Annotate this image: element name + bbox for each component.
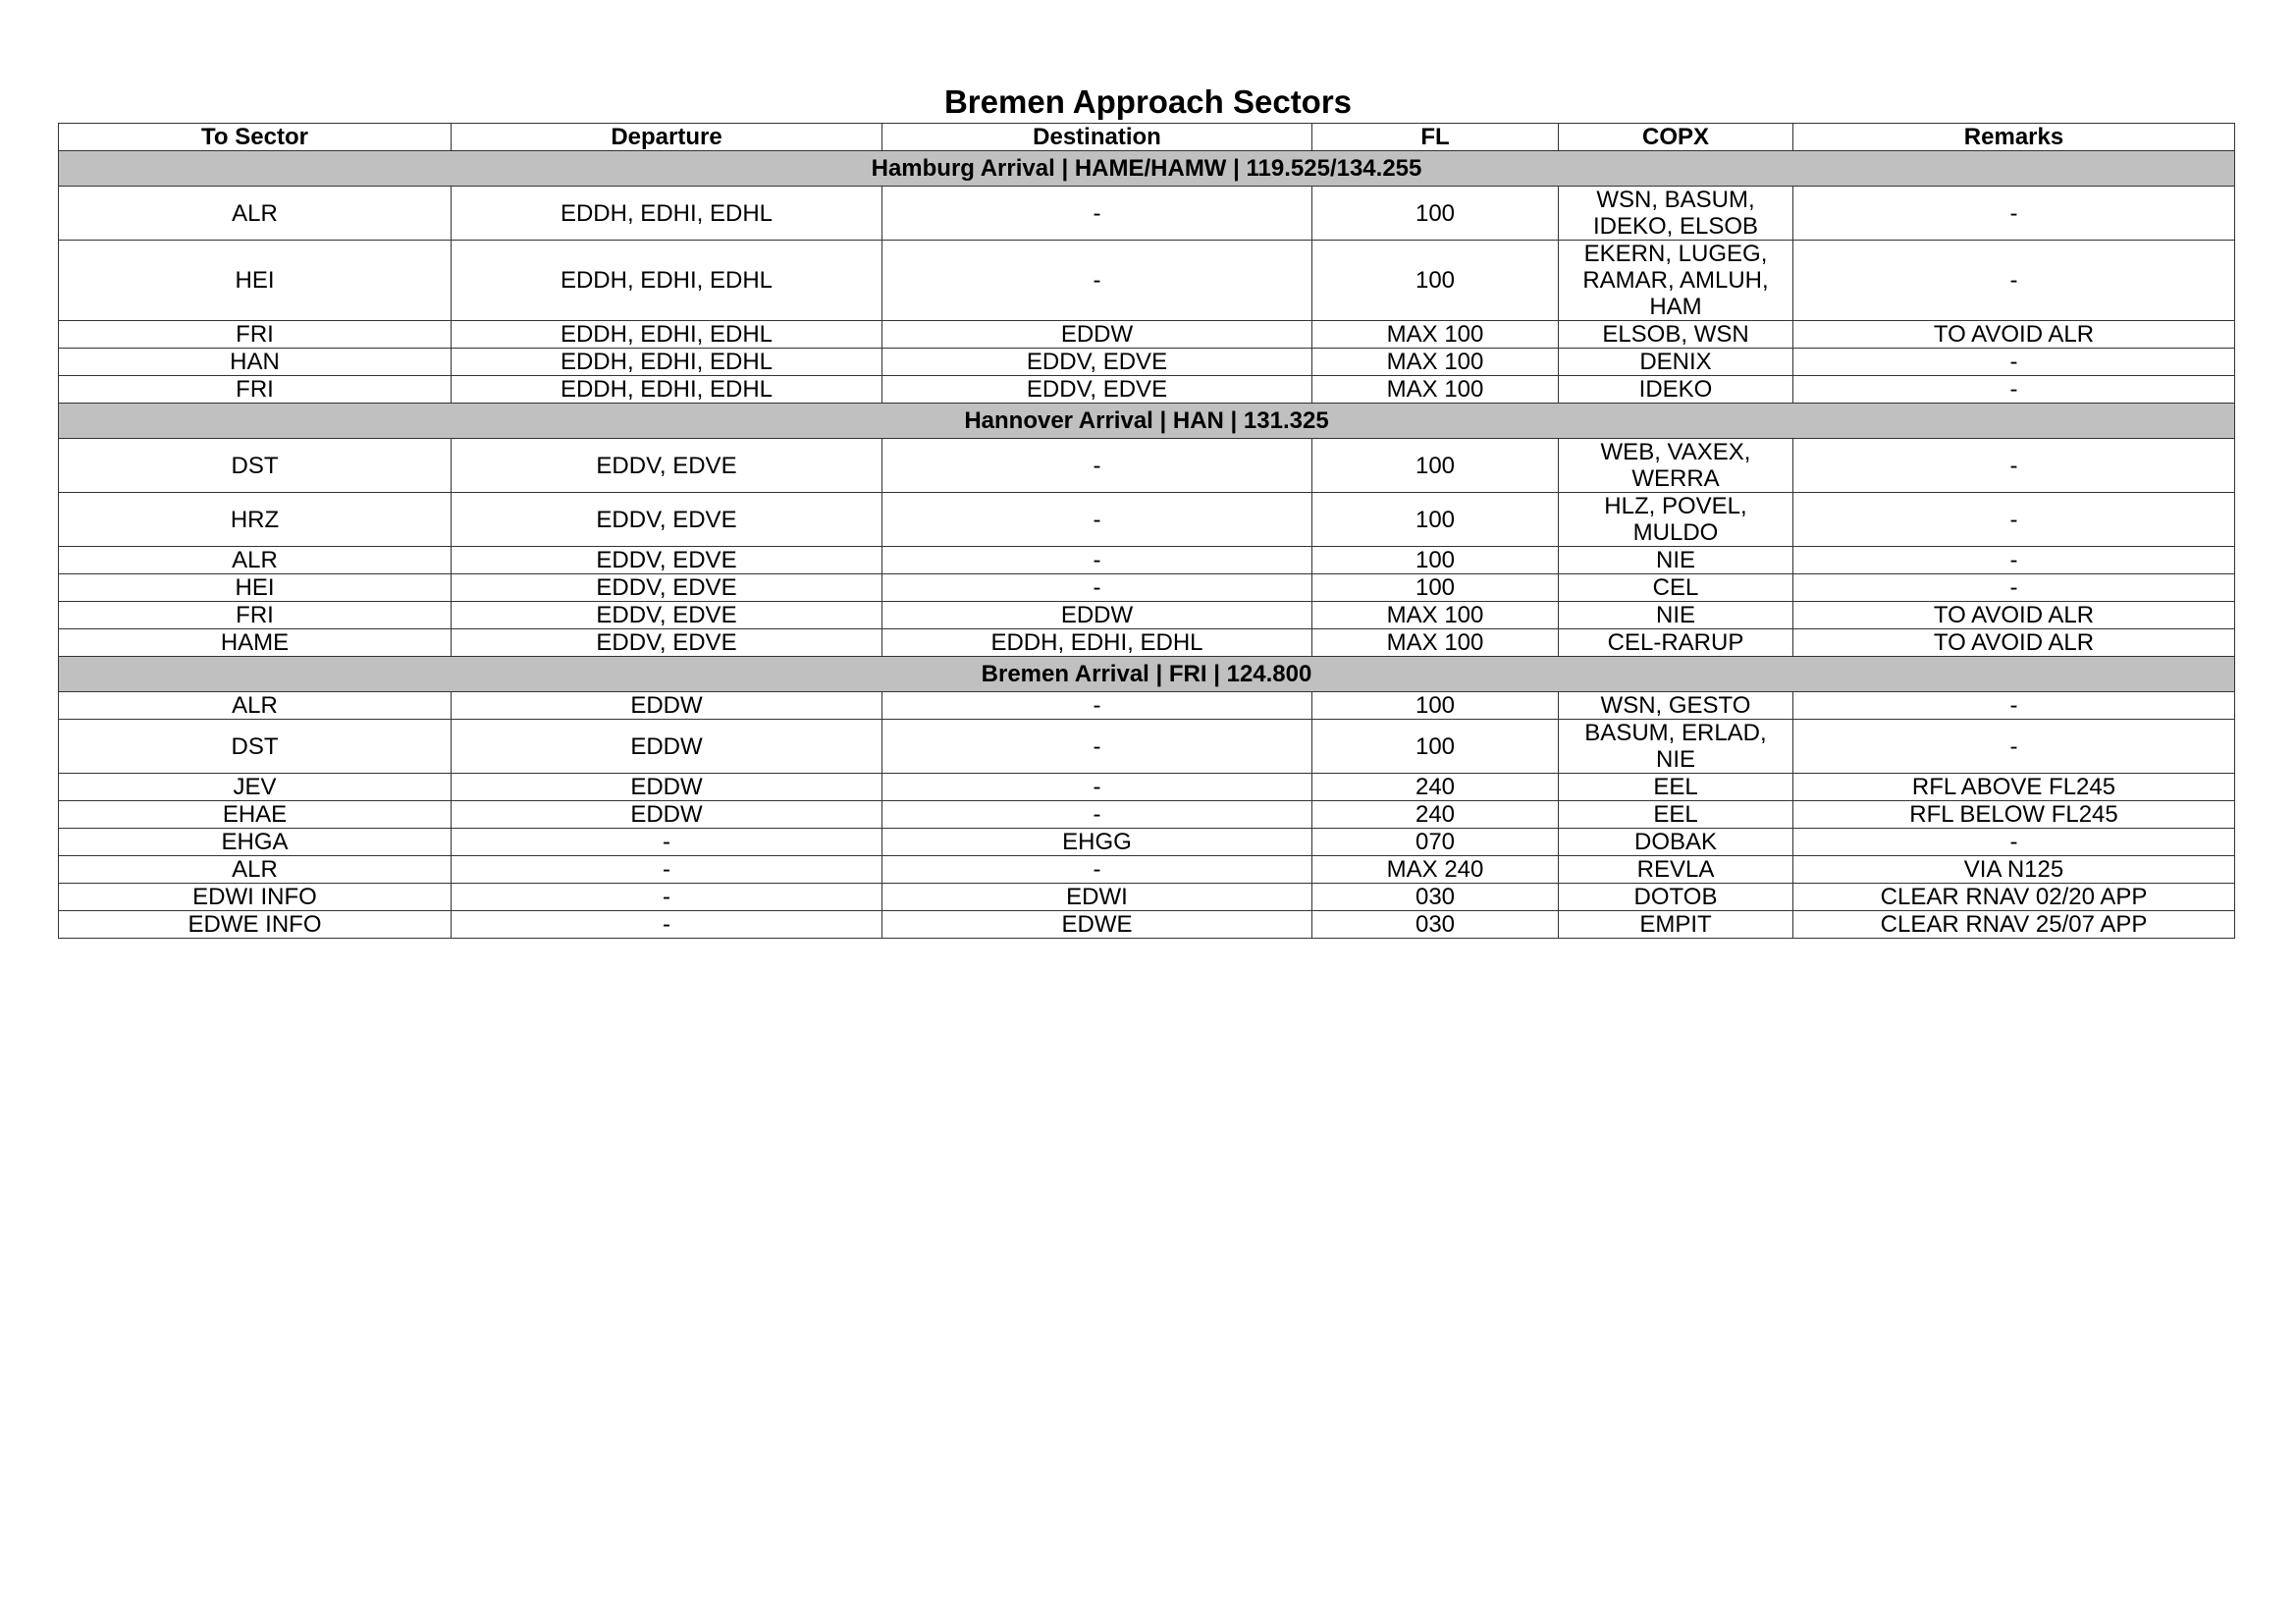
cell-copx: HLZ, POVEL, MULDO: [1559, 493, 1793, 547]
cell-fl: 100: [1312, 720, 1559, 774]
group-header-row: [59, 404, 2235, 439]
cell-destination: -: [882, 574, 1312, 602]
cell-to-sector: JEV: [59, 774, 452, 801]
cell-remarks: RFL BELOW FL245: [1793, 801, 2235, 829]
cell-destination: -: [882, 187, 1312, 241]
cell-destination: -: [882, 547, 1312, 574]
table-row: [59, 493, 2235, 547]
cell-to-sector: FRI: [59, 602, 452, 629]
cell-to-sector: FRI: [59, 376, 452, 404]
cell-fl: 100: [1312, 574, 1559, 602]
cell-copx: EEL: [1559, 774, 1793, 801]
cell-to-sector: FRI: [59, 321, 452, 349]
cell-to-sector: EDWE INFO: [59, 911, 452, 939]
cell-to-sector: HEI: [59, 241, 452, 321]
cell-destination: EDDV, EDVE: [882, 349, 1312, 376]
cell-departure: EDDH, EDHI, EDHL: [452, 349, 882, 376]
cell-copx: DENIX: [1559, 349, 1793, 376]
cell-remarks: -: [1793, 349, 2235, 376]
cell-copx: ELSOB, WSN: [1559, 321, 1793, 349]
cell-fl: 030: [1312, 911, 1559, 939]
cell-to-sector: HAN: [59, 349, 452, 376]
table-row: [59, 574, 2235, 602]
cell-destination: -: [882, 774, 1312, 801]
table-row: [59, 829, 2235, 856]
cell-to-sector: EDWI INFO: [59, 884, 452, 911]
cell-remarks: -: [1793, 376, 2235, 404]
table-row: [59, 187, 2235, 241]
cell-copx: NIE: [1559, 547, 1793, 574]
cell-departure: EDDV, EDVE: [452, 547, 882, 574]
cell-remarks: -: [1793, 547, 2235, 574]
cell-fl: MAX 100: [1312, 376, 1559, 404]
cell-to-sector: ALR: [59, 692, 452, 720]
cell-remarks: -: [1793, 692, 2235, 720]
cell-fl: 240: [1312, 774, 1559, 801]
cell-remarks: CLEAR RNAV 02/20 APP: [1793, 884, 2235, 911]
cell-fl: MAX 100: [1312, 349, 1559, 376]
cell-to-sector: DST: [59, 439, 452, 493]
cell-to-sector: EHAE: [59, 801, 452, 829]
cell-departure: EDDW: [452, 720, 882, 774]
cell-copx: CEL: [1559, 574, 1793, 602]
column-header-destination: Destination: [882, 124, 1312, 151]
cell-fl: 100: [1312, 547, 1559, 574]
cell-fl: MAX 240: [1312, 856, 1559, 884]
cell-remarks: -: [1793, 241, 2235, 321]
cell-fl: MAX 100: [1312, 602, 1559, 629]
cell-departure: EDDV, EDVE: [452, 629, 882, 657]
cell-copx: REVLA: [1559, 856, 1793, 884]
cell-departure: EDDH, EDHI, EDHL: [452, 241, 882, 321]
cell-copx: DOTOB: [1559, 884, 1793, 911]
column-header-departure: Departure: [452, 124, 882, 151]
cell-destination: EDDH, EDHI, EDHL: [882, 629, 1312, 657]
sectors-table: [58, 123, 2235, 939]
group-header-row: [59, 151, 2235, 187]
column-header-fl: FL: [1312, 124, 1559, 151]
cell-remarks: TO AVOID ALR: [1793, 629, 2235, 657]
table-row: [59, 774, 2235, 801]
cell-departure: EDDH, EDHI, EDHL: [452, 187, 882, 241]
table-row: [59, 439, 2235, 493]
group-header: Bremen Arrival | FRI | 124.800: [59, 657, 2235, 692]
cell-remarks: VIA N125: [1793, 856, 2235, 884]
table-row: [59, 720, 2235, 774]
cell-remarks: -: [1793, 493, 2235, 547]
cell-fl: MAX 100: [1312, 321, 1559, 349]
table-row: [59, 856, 2235, 884]
cell-to-sector: HEI: [59, 574, 452, 602]
header-row: [59, 124, 2235, 151]
cell-destination: -: [882, 493, 1312, 547]
cell-departure: -: [452, 911, 882, 939]
table-row: [59, 884, 2235, 911]
cell-fl: 100: [1312, 692, 1559, 720]
cell-fl: 100: [1312, 493, 1559, 547]
column-header-copx: COPX: [1559, 124, 1793, 151]
cell-copx: EMPIT: [1559, 911, 1793, 939]
cell-fl: 240: [1312, 801, 1559, 829]
cell-destination: -: [882, 720, 1312, 774]
cell-fl: 100: [1312, 241, 1559, 321]
cell-departure: EDDH, EDHI, EDHL: [452, 376, 882, 404]
cell-copx: CEL-RARUP: [1559, 629, 1793, 657]
cell-remarks: TO AVOID ALR: [1793, 602, 2235, 629]
cell-remarks: CLEAR RNAV 25/07 APP: [1793, 911, 2235, 939]
cell-remarks: -: [1793, 574, 2235, 602]
cell-departure: EDDW: [452, 692, 882, 720]
cell-destination: EDDV, EDVE: [882, 376, 1312, 404]
cell-remarks: RFL ABOVE FL245: [1793, 774, 2235, 801]
table-row: [59, 801, 2235, 829]
cell-to-sector: EHGA: [59, 829, 452, 856]
cell-remarks: -: [1793, 720, 2235, 774]
cell-departure: EDDH, EDHI, EDHL: [452, 321, 882, 349]
cell-departure: EDDW: [452, 774, 882, 801]
cell-to-sector: ALR: [59, 856, 452, 884]
cell-copx: WEB, VAXEX, WERRA: [1559, 439, 1793, 493]
table-row: [59, 241, 2235, 321]
table-row: [59, 321, 2235, 349]
cell-departure: -: [452, 884, 882, 911]
cell-to-sector: HAME: [59, 629, 452, 657]
cell-to-sector: ALR: [59, 187, 452, 241]
table-row: [59, 602, 2235, 629]
table-body: [59, 151, 2235, 939]
cell-fl: MAX 100: [1312, 629, 1559, 657]
cell-destination: EDDW: [882, 602, 1312, 629]
cell-departure: -: [452, 856, 882, 884]
group-header: Hannover Arrival | HAN | 131.325: [59, 404, 2235, 439]
cell-destination: -: [882, 241, 1312, 321]
table-row: [59, 376, 2235, 404]
table-row: [59, 547, 2235, 574]
cell-copx: NIE: [1559, 602, 1793, 629]
cell-departure: EDDV, EDVE: [452, 439, 882, 493]
cell-departure: EDDV, EDVE: [452, 602, 882, 629]
cell-destination: EDWE: [882, 911, 1312, 939]
cell-fl: 070: [1312, 829, 1559, 856]
cell-destination: EHGG: [882, 829, 1312, 856]
cell-copx: WSN, GESTO: [1559, 692, 1793, 720]
cell-departure: -: [452, 829, 882, 856]
cell-copx: EKERN, LUGEG, RAMAR, AMLUH, HAM: [1559, 241, 1793, 321]
table-row: [59, 692, 2235, 720]
column-header-to-sector: To Sector: [59, 124, 452, 151]
cell-departure: EDDV, EDVE: [452, 574, 882, 602]
cell-copx: EEL: [1559, 801, 1793, 829]
cell-remarks: -: [1793, 439, 2235, 493]
cell-copx: DOBAK: [1559, 829, 1793, 856]
cell-destination: EDWI: [882, 884, 1312, 911]
cell-copx: IDEKO: [1559, 376, 1793, 404]
cell-destination: -: [882, 856, 1312, 884]
table-row: [59, 349, 2235, 376]
cell-to-sector: ALR: [59, 547, 452, 574]
cell-destination: -: [882, 801, 1312, 829]
column-header-remarks: Remarks: [1793, 124, 2235, 151]
cell-copx: WSN, BASUM, IDEKO, ELSOB: [1559, 187, 1793, 241]
table-row: [59, 629, 2235, 657]
page-title: Bremen Approach Sectors: [943, 83, 1353, 120]
cell-departure: EDDV, EDVE: [452, 493, 882, 547]
cell-destination: -: [882, 692, 1312, 720]
cell-to-sector: DST: [59, 720, 452, 774]
cell-fl: 030: [1312, 884, 1559, 911]
cell-destination: -: [882, 439, 1312, 493]
table-header: [59, 124, 2235, 151]
cell-remarks: -: [1793, 187, 2235, 241]
cell-fl: 100: [1312, 439, 1559, 493]
cell-copx: BASUM, ERLAD, NIE: [1559, 720, 1793, 774]
group-header: Hamburg Arrival | HAME/HAMW | 119.525/134.255: [59, 151, 2235, 187]
group-header-row: [59, 657, 2235, 692]
cell-remarks: TO AVOID ALR: [1793, 321, 2235, 349]
cell-destination: EDDW: [882, 321, 1312, 349]
cell-to-sector: HRZ: [59, 493, 452, 547]
table-row: [59, 911, 2235, 939]
cell-fl: 100: [1312, 187, 1559, 241]
cell-departure: EDDW: [452, 801, 882, 829]
cell-remarks: -: [1793, 829, 2235, 856]
